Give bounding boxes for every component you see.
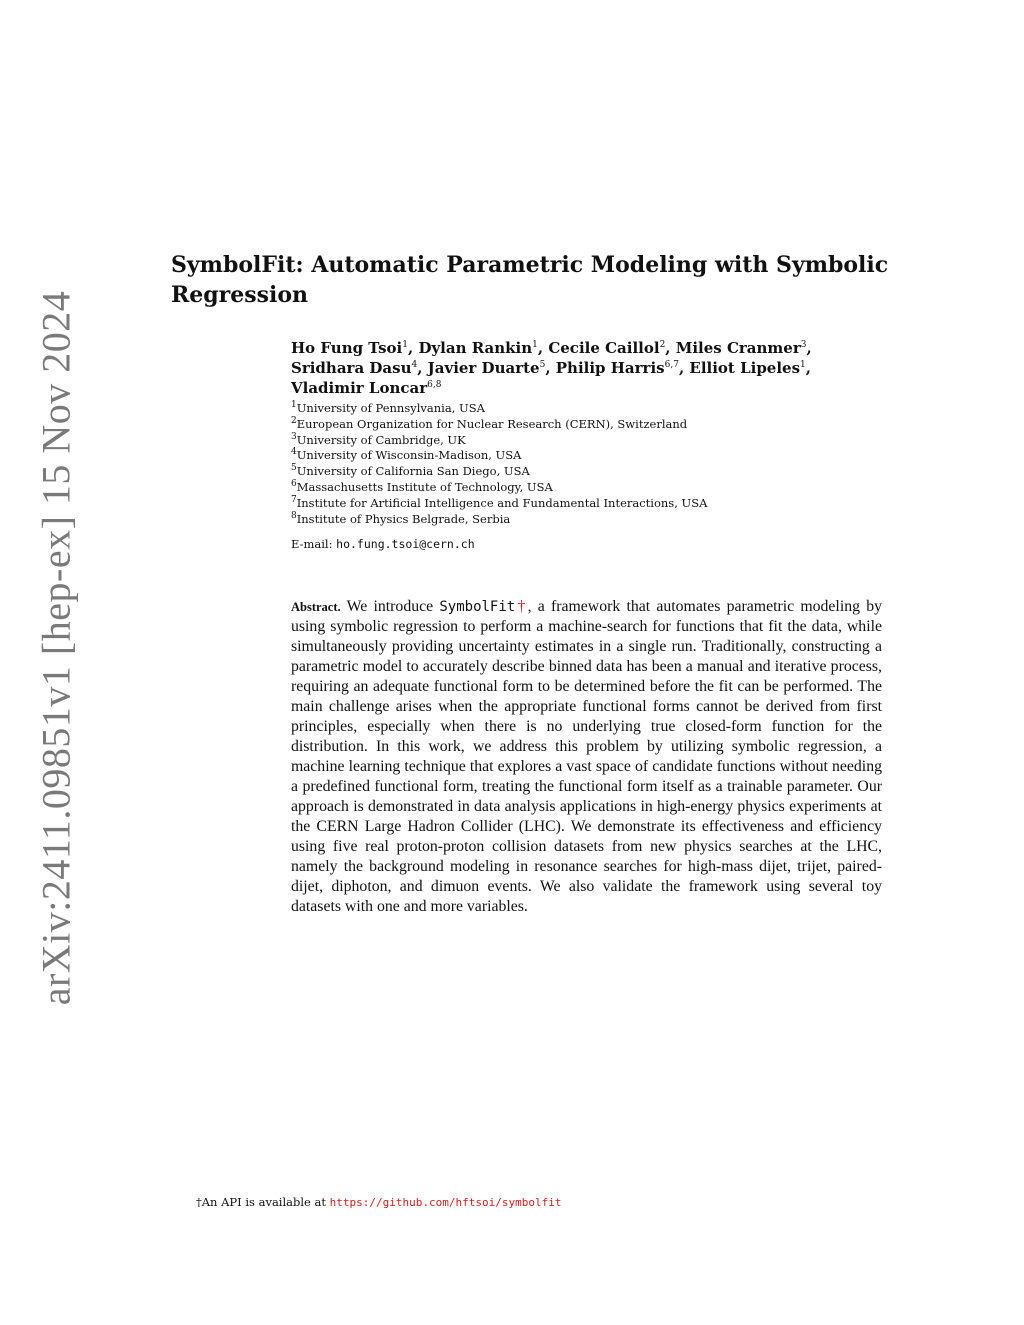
abstract	[291, 597, 882, 917]
email-label: E-mail:	[291, 537, 333, 551]
affiliation: $^6$Massachusetts Institute of Technology, USA	[291, 479, 553, 494]
footnote-text: An API is available at	[201, 1195, 330, 1209]
author: Vladimir Loncar$^{6,8}$	[291, 379, 442, 397]
email-address[interactable]: ho.fung.tsoi@cern.ch	[336, 537, 475, 551]
affiliation: $^2$European Organization for Nuclear Research (CERN), Switzerland	[291, 415, 688, 431]
author: Ho Fung Tsoi$^1$,	[291, 339, 419, 357]
footnote-marker[interactable]: †	[515, 598, 528, 615]
affiliation: $^3$University of Cambridge, UK	[291, 431, 466, 447]
author-list	[291, 338, 891, 398]
author: Miles Cranmer$^3$,	[675, 339, 812, 357]
author: Dylan Rankin$^1$,	[418, 339, 549, 357]
footnote-dagger: †	[196, 1195, 202, 1209]
framework-name: SymbolFit	[439, 599, 516, 615]
arxiv-identifier: arXiv:2411.09851v1 [hep-ex] 15 Nov 2024	[33, 290, 79, 1006]
affiliation: $^4$University of Wisconsin-Madison, USA	[291, 447, 522, 463]
footnote	[196, 1195, 561, 1209]
author: Elliot Lipeles$^1$,	[689, 359, 812, 377]
affiliation-list	[291, 401, 891, 527]
abstract-body: , a framework that automates parametric modeling by using symbolic regression to perform a machine-search for functions that fit the data, while simultaneously providing uncertainty estimates in a single run. Traditionally, constructing a parametric model to accurately describe binned data has been a manual and iterative process, requiring an adequate functional form to be determined before the fit can be performed. The main challenge arises when the appropriate functional forms cannot be derived from first principles, especially when there is no underlying true closed-form function for the distribution. In this work, we address this problem by utilizing symbolic regression, a machine learning technique that explores a vast space of candidate functions without needing a predefined functional form, treating the functional form itself as a trainable parameter. Our approach is demonstrated in data analysis applications in high-energy physics experiments at the CERN Large Hadron Collider (LHC). We demonstrate its effectiveness and efficiency using five real proton-proton collision datasets from new physics searches at the LHC, namely the background modeling in resonance searches for high-mass dijet, trijet, paired-dijet, diphoton, and dimuon events. We also validate the framework using several toy datasets with one and more variables.	[291, 598, 882, 915]
author: Cecile Caillol$^2$,	[548, 339, 676, 357]
abstract-label: Abstract.	[291, 600, 341, 614]
author: Sridhara Dasu$^4$,	[291, 359, 428, 377]
affiliation: $^1$University of Pennsylvania, USA	[291, 400, 485, 415]
abstract-intro: We introduce	[346, 598, 434, 615]
affiliation: $^8$Institute of Physics Belgrade, Serbia	[291, 510, 511, 526]
author: Javier Duarte$^5$,	[427, 359, 556, 377]
affiliation: $^7$Institute for Artificial Intelligence and Fundamental Interactions, USA	[291, 494, 708, 510]
paper-title: SymbolFit: Automatic Parametric Modeling with Symbolic Regression	[171, 252, 889, 308]
affiliation: $^5$University of California San Diego, USA	[291, 463, 530, 479]
contact-email	[291, 537, 475, 551]
author: Philip Harris$^{6,7}$,	[555, 359, 690, 377]
github-link[interactable]: https://github.com/hftsoi/symbolfit	[329, 1196, 562, 1209]
